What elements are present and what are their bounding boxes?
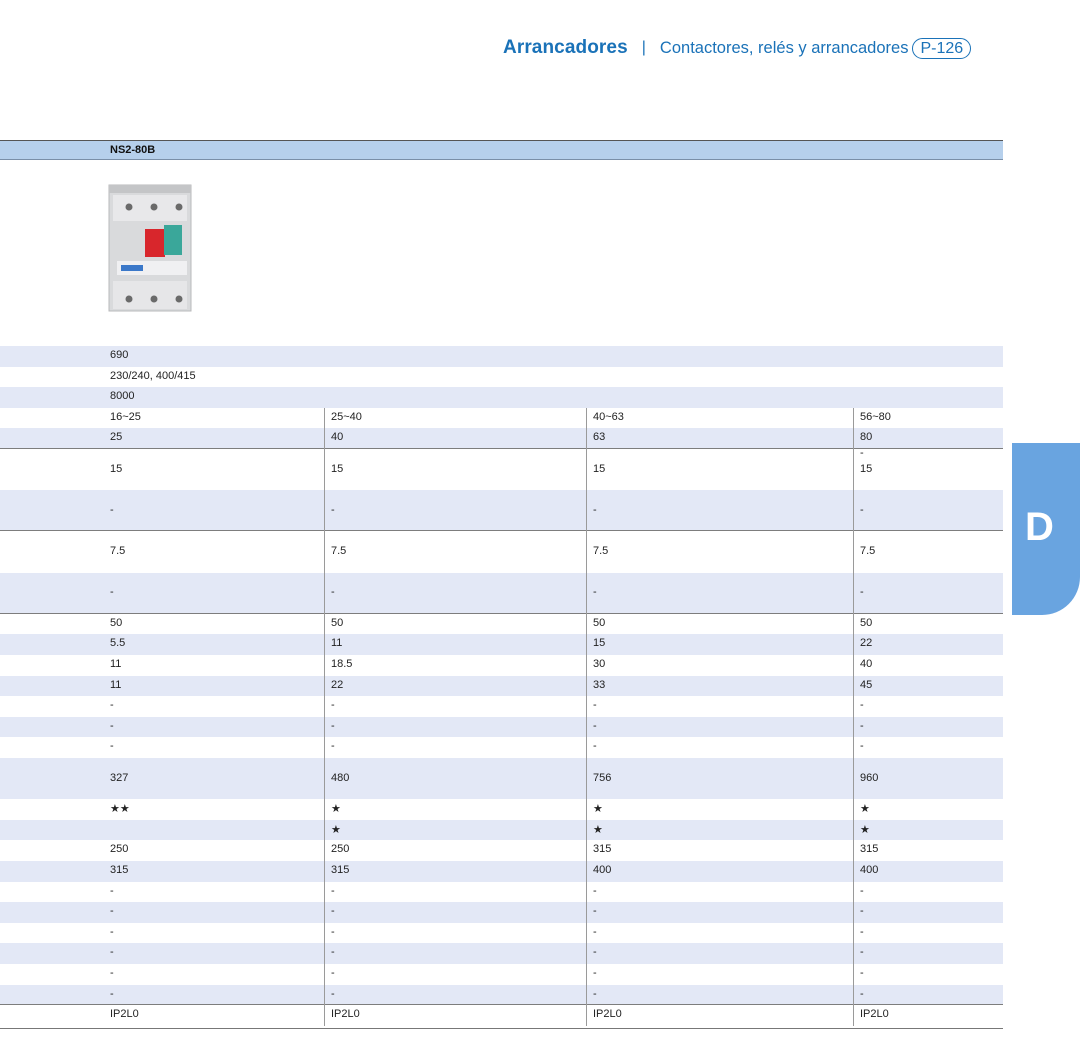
table-cell: 50: [331, 616, 344, 629]
table-cell: 7.5: [860, 544, 876, 557]
column-divider: [324, 408, 325, 1026]
table-cell: ★: [860, 823, 870, 836]
table-cell: 480: [331, 771, 350, 784]
table-cell: 315: [331, 864, 350, 876]
table-cell: 50: [593, 616, 606, 629]
table-cell: 40: [331, 431, 344, 444]
table-cell: 45: [860, 678, 873, 691]
table-cell: -: [860, 503, 864, 516]
table-cell: -: [331, 719, 335, 732]
table-cell: 11: [110, 678, 122, 691]
table-cell: ★: [860, 803, 870, 816]
table-cell: -: [331, 925, 335, 938]
table-cell: 15: [110, 462, 123, 475]
table-cell: 80: [860, 431, 873, 444]
column-divider: [853, 408, 854, 1026]
table-cell: IP2L0: [331, 1008, 360, 1021]
table-cell: 5.5: [110, 637, 126, 650]
page-header: [503, 35, 971, 61]
table-cell: 11: [110, 658, 122, 670]
table-cell: -: [110, 905, 114, 918]
table-cell: 40~63: [593, 410, 624, 423]
table-cell: -: [110, 967, 114, 979]
table-cell: -: [860, 946, 864, 959]
table-cell: 400: [860, 864, 879, 876]
table-cell: -: [860, 905, 864, 918]
product-photo: [107, 181, 193, 313]
table-cell: 327: [110, 771, 129, 784]
table-cell: -: [593, 905, 597, 918]
table-cell: -: [331, 503, 335, 516]
table-cell: ★: [331, 823, 341, 836]
table-cell: -: [110, 699, 114, 712]
table-cell: 7.5: [331, 544, 347, 557]
table-cell: ★: [593, 803, 603, 816]
table-cell: -: [593, 740, 597, 753]
table-cell: -: [110, 987, 114, 1000]
model-name: NS2-80B: [110, 144, 156, 156]
table-cell: ★: [593, 823, 603, 836]
table-bottom-rule: [0, 1028, 1003, 1029]
table-cell: 50: [860, 616, 873, 629]
table-cell: -: [110, 503, 114, 516]
table-cell: ★: [331, 803, 341, 816]
section-title: Arrancadores: [503, 37, 628, 58]
table-row: [0, 346, 1003, 367]
table-cell: 15: [593, 637, 606, 650]
table-cell: 7.5: [110, 544, 126, 557]
table-cell: -: [860, 987, 864, 1000]
table-cell: 7.5: [593, 544, 609, 557]
table-cell: IP2L0: [860, 1008, 889, 1021]
table-cell: 315: [860, 843, 879, 856]
table-cell: -: [331, 586, 335, 599]
table-cell: -: [331, 946, 335, 959]
table-cell: -: [331, 699, 335, 712]
table-cell-dash: -: [860, 447, 864, 459]
table-cell: -: [860, 925, 864, 938]
model-header-bar: [0, 140, 1003, 160]
table-cell: -: [593, 719, 597, 732]
page-number-badge: P-126: [912, 38, 971, 59]
column-divider: [586, 408, 587, 1026]
table-cell: 960: [860, 771, 879, 784]
table-cell: 315: [593, 843, 612, 856]
table-cell: -: [331, 884, 335, 897]
table-cell: -: [110, 740, 114, 753]
table-cell: -: [593, 884, 597, 897]
table-cell: -: [331, 740, 335, 753]
table-cell: -: [860, 719, 864, 732]
table-row: [0, 387, 1003, 408]
table-cell: -: [110, 925, 114, 938]
table-cell: -: [860, 586, 864, 599]
table-cell: -: [593, 503, 597, 516]
table-cell: 33: [593, 678, 606, 691]
table-cell: -: [331, 967, 335, 979]
table-cell: 25: [110, 431, 123, 444]
table-cell: 16~25: [110, 410, 141, 423]
table-cell: 8000: [110, 390, 135, 403]
table-cell: 230/240, 400/415: [110, 369, 196, 382]
table-cell: 250: [331, 843, 350, 856]
table-row: [0, 367, 1003, 388]
table-cell: -: [860, 699, 864, 712]
table-cell: -: [593, 967, 597, 979]
table-cell: 15: [860, 462, 873, 475]
table-cell: -: [593, 586, 597, 599]
table-cell: 40: [860, 658, 873, 670]
table-cell: 56~80: [860, 410, 891, 423]
table-cell: 250: [110, 843, 129, 856]
table-cell: -: [331, 905, 335, 918]
table-cell: 756: [593, 771, 612, 784]
header-separator: |: [641, 39, 646, 56]
section-subtitle: Contactores, relés y arrancadores: [659, 38, 909, 57]
table-cell: -: [110, 719, 114, 732]
table-cell: 50: [110, 616, 123, 629]
table-cell: 11: [331, 637, 343, 650]
table-cell: -: [593, 699, 597, 712]
table-cell: 400: [593, 864, 612, 876]
table-cell: 315: [110, 864, 129, 876]
table-cell: -: [593, 987, 597, 1000]
table-cell: 15: [331, 462, 344, 475]
table-cell: -: [110, 884, 114, 897]
table-cell: -: [860, 740, 864, 753]
table-cell: -: [860, 967, 864, 979]
table-cell: 15: [593, 462, 606, 475]
table-cell: -: [593, 946, 597, 959]
chapter-letter: D: [1025, 505, 1054, 549]
chapter-tab: [1012, 443, 1080, 615]
table-cell: 22: [860, 637, 873, 650]
table-cell: 690: [110, 349, 129, 361]
table-cell: IP2L0: [593, 1008, 622, 1021]
table-cell: -: [331, 987, 335, 1000]
table-cell: 63: [593, 431, 606, 444]
table-cell: 30: [593, 658, 606, 670]
table-cell: 18.5: [331, 658, 353, 670]
table-cell: -: [110, 946, 114, 959]
table-cell: IP2L0: [110, 1008, 139, 1021]
table-cell: ★★: [110, 803, 130, 816]
table-cell: 22: [331, 678, 344, 691]
table-cell: 25~40: [331, 410, 362, 423]
table-cell: -: [860, 884, 864, 897]
table-cell: -: [110, 586, 114, 599]
table-cell: -: [593, 925, 597, 938]
